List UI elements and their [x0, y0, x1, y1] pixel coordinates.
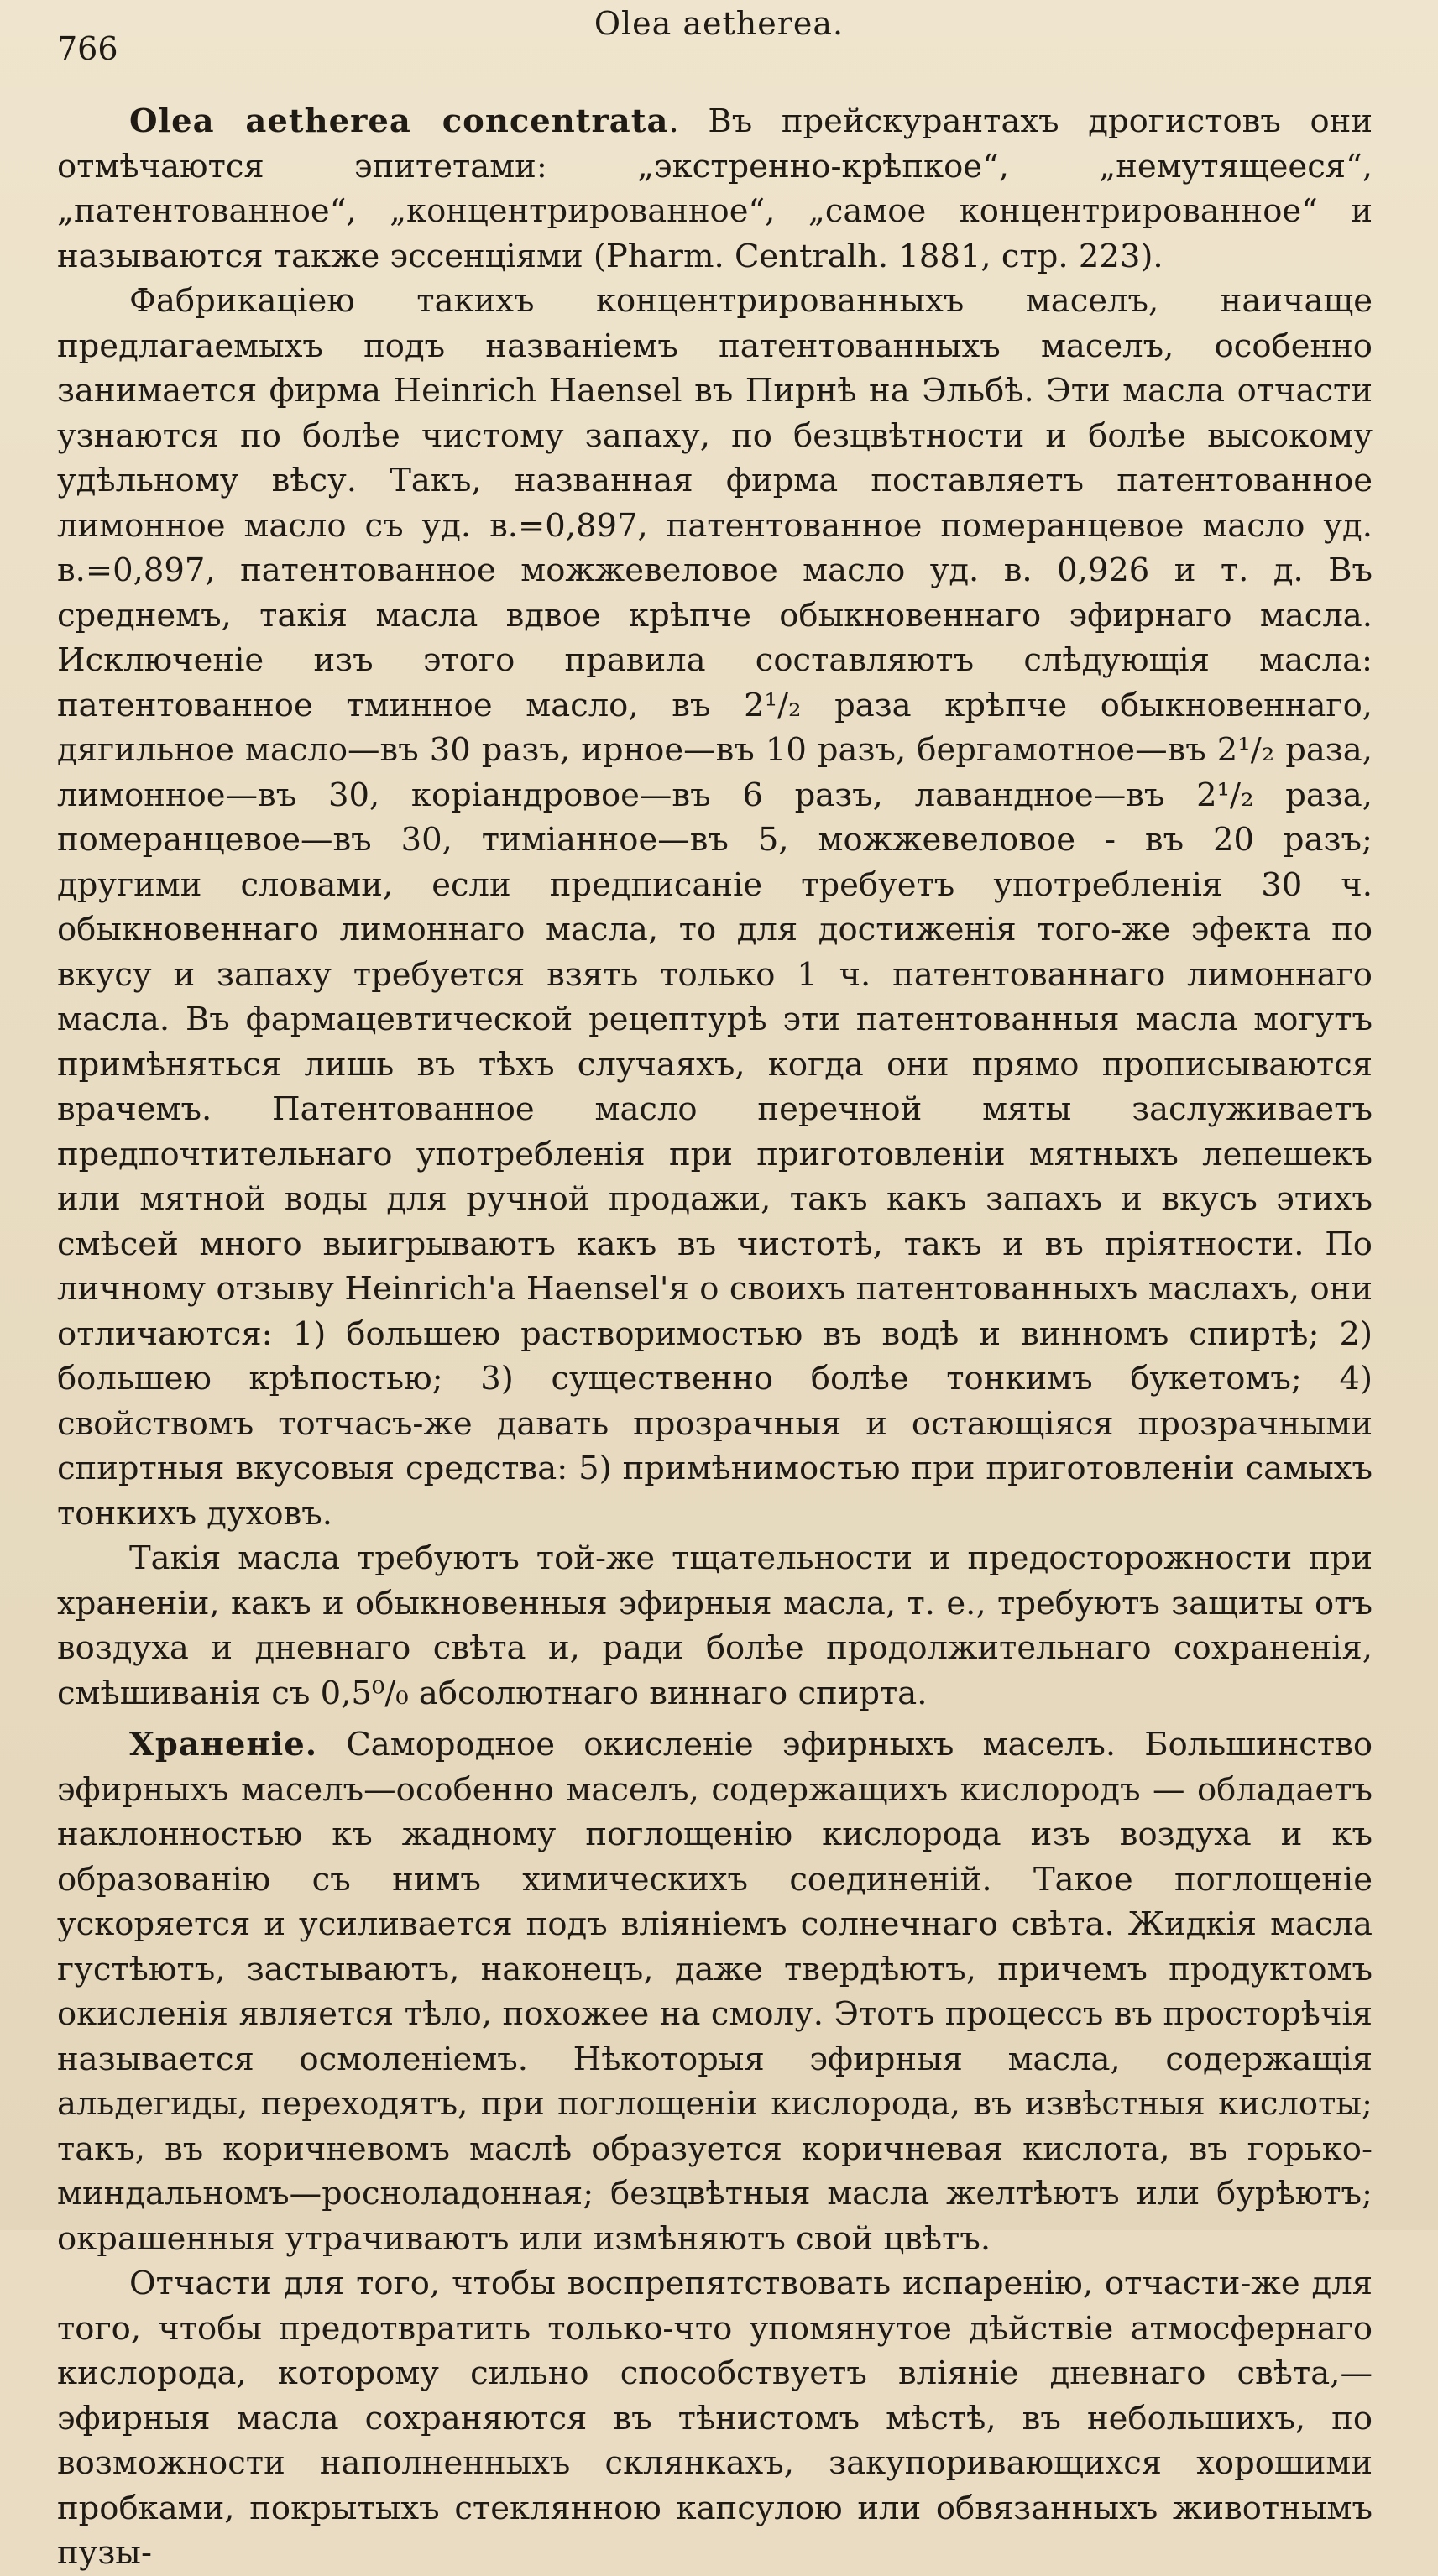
body-text: [57, 99, 1373, 2576]
section-heading-concentrata: Olea aetherea concentrata: [129, 102, 669, 140]
paragraph-storage-requirements: Такія масла требуютъ той-же тщательности и предосторожности при храненіи, какъ и обыкновенныя эфирныя масла, т. е., требуютъ защиты отъ воздуха и дневнаго свѣта и, ради болѣе продолжительнаго сохраненія, смѣшиванія съ 0,5⁰/₀ абсолютнаго виннаго спирта.: [57, 1539, 1373, 1712]
page-number: 766: [57, 30, 118, 67]
paragraph-storage-methods: Отчасти для того, чтобы воспрепятствовать испаренію, отчасти-же для того, чтобы предотвратить только-что упомянутое дѣйствіе атмосфернаго кислорода, которому сильно способствуетъ вліяніе дневнаго свѣта,—эфирныя масла сохраняются въ тѣнистомъ мѣстѣ, въ небольшихъ, по возможности наполненныхъ склянкахъ, закупоривающихся хорошими пробками, покрытыхъ стеклянною капсулою или обвязанныхъ животнымъ пузы-: [57, 2265, 1373, 2572]
paragraph-text: Самородное окисленіе эфирныхъ маселъ. Большинство эфирныхъ маселъ—особенно маселъ, содержащихъ кислородъ — обладаетъ наклонностью къ жадному поглощенію кислорода изъ воздуха и къ образованію съ нимъ химическихъ соединеній. Такое поглощеніе ускоряется и усиливается подъ вліяніемъ солнечнаго свѣта. Жидкія масла густѣютъ, застываютъ, наконецъ, даже твердѣютъ, причемъ продуктомъ окисленія является тѣло, похожее на смолу. Этотъ процессъ въ просторѣчія называется осмоленіемъ. Нѣкоторыя эфирныя масла, содержащія альдегиды, переходятъ, при поглощеніи кислорода, въ извѣстныя кислоты; такъ, въ коричневомъ маслѣ образуется коричневая кислота, въ горько-миндальномъ—росноладонная; безцвѣтныя масла желтѣютъ или бурѣютъ; окрашенныя утрачиваютъ или измѣняютъ свой цвѣтъ.: [57, 1726, 1373, 2258]
section-heading-storage: Храненіе.: [129, 1726, 318, 1763]
paragraph-fabrication: Фабрикаціею такихъ концентрированныхъ маселъ, наичаще предлагаемыхъ подъ названіемъ патентованныхъ маселъ, особенно занимается фирма Heinrich Haensel въ Пирнѣ на Эльбѣ. Эти масла отчасти узнаются по болѣе чистому запаху, по безцвѣтности и болѣе высокому удѣльному вѣсу. Такъ, названная фирма поставляетъ патентованное лимонное масло съ уд. в.=0,897, патентованное померанцевое масло уд. в.=0,897, патентованное можжевеловое масло уд. в. 0,926 и т. д. Въ среднемъ, такія масла вдвое крѣпче обыкновеннаго эфирнаго масла. Исключеніе изъ этого правила составляютъ слѣдующія масла: патентованное тминное масло, въ 2¹/₂ раза крѣпче обыкновеннаго, дягильное масло—въ 30 разъ, ирное—въ 10 разъ, бергамотное—въ 2¹/₂ раза, лимонное—въ 30, коріандровое—въ 6 разъ, лавандное—въ 2¹/₂ раза, померанцевое—въ 30, тиміанное—въ 5, можжевеловое - въ 20 разъ; другими словами, если предписаніе требуетъ употребленія 30 ч. обыкновеннаго лимоннаго масла, то для достиженія того-же эфекта по вкусу и запаху требуется взять только 1 ч. патентованнаго лимоннаго масла. Въ фармацевтической рецептурѣ эти патентованныя масла могутъ примѣняться лишь въ тѣхъ случаяхъ, когда они прямо прописываются врачемъ. Патентованное масло перечной мяты заслуживаетъ предпочтительнаго употребленія при приготовленіи мятныхъ лепешекъ или мятной воды для ручной продажи, такъ какъ запахъ и вкусъ этихъ смѣсей много выигрываютъ какъ въ чистотѣ, такъ и въ пріятности. По личному отзыву Heinrich'а Haensel'я о своихъ патентованныхъ маслахъ, они отличаются: 1) большею растворимостью въ водѣ и винномъ спиртѣ; 2) большею крѣпостью; 3) существенно болѣе тонкимъ букетомъ; 4) свойствомъ тотчасъ-же давать прозрачныя и остающіяся прозрачными спиртныя вкусовыя средства: 5) примѣнимостью при приготовленіи самыхъ тонкихъ духовъ.: [57, 282, 1373, 1533]
paragraph-concentrata-intro: [57, 99, 1373, 279]
paragraph-storage-intro: [57, 1722, 1373, 2261]
paragraph-text: . Въ прейскурантахъ дрогистовъ они отмѣчаются эпитетами: „экстренно-крѣпкое“, „немутящееся“, „патентованное“, „концентрированное“, „самое концентрированное“ и называются также эссенціями (Pharm. Centralh. 1881, стр. 223).: [57, 102, 1373, 275]
running-title: Olea aetherea.: [594, 5, 844, 42]
